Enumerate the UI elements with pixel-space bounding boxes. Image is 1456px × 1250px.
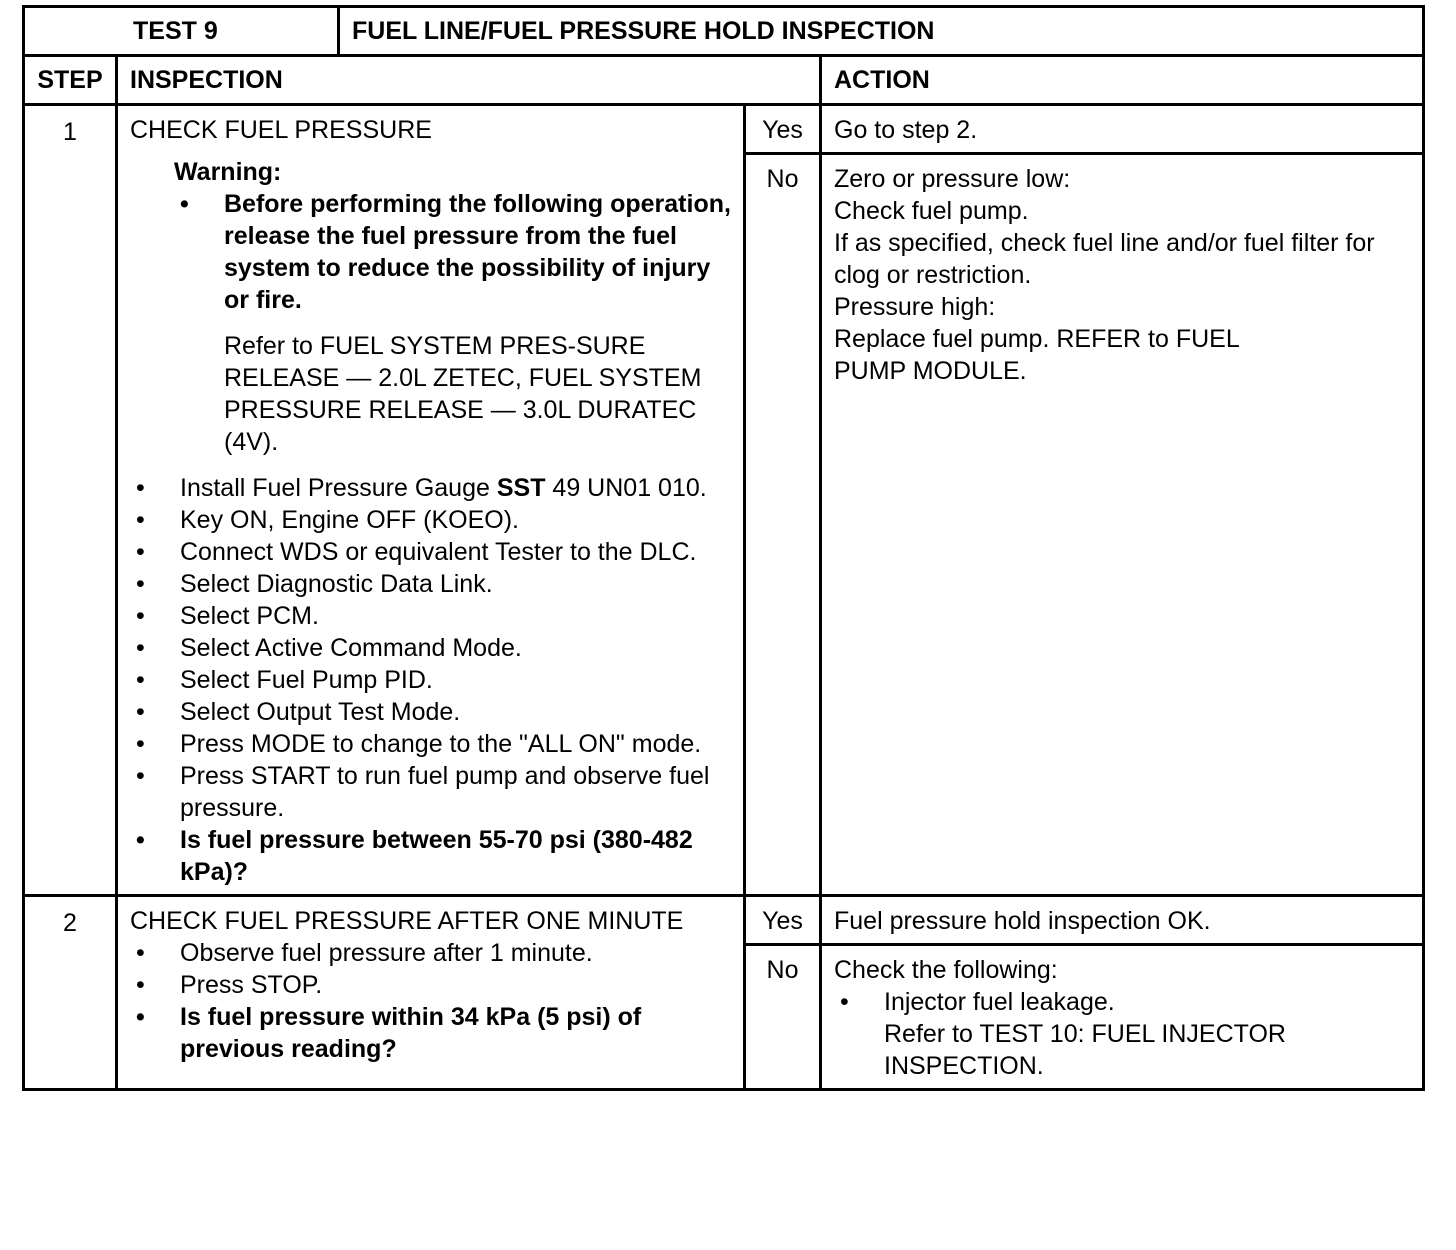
- step1-inspection: [117, 105, 745, 896]
- step-header: STEP: [24, 56, 117, 105]
- warning-text: • Before performing the following operation, release the fuel pressure from the fuel system to reduce the possibility of injury or fire.: [174, 188, 735, 316]
- step2-yes-action: Fuel pressure hold inspection OK.: [821, 896, 1424, 945]
- list-item: • Press MODE to change to the "ALL ON" mode.: [130, 728, 735, 760]
- step1-item-list: [130, 472, 735, 888]
- test-title: FUEL LINE/FUEL PRESSURE HOLD INSPECTION: [339, 7, 1424, 56]
- step1-no-label: No: [745, 154, 821, 896]
- column-header-row: [24, 56, 1424, 105]
- step1-title: CHECK FUEL PRESSURE: [130, 116, 432, 144]
- test-label: TEST 9: [24, 7, 339, 56]
- step1-yes-row: [24, 105, 1424, 154]
- step2-yes-row: [24, 896, 1424, 945]
- step1-warning: [174, 156, 735, 458]
- no-action-intro: Check the following:: [834, 956, 1058, 984]
- list-item: • Select Fuel Pump PID.: [130, 664, 735, 696]
- list-item: • Connect WDS or equivalent Tester to the DLC.: [130, 536, 735, 568]
- step1-yes-label: Yes: [745, 105, 821, 154]
- list-item: • Select Diagnostic Data Link.: [130, 568, 735, 600]
- warning-reference: Refer to FUEL SYSTEM PRES-SURE RELEASE — 2.0L ZETEC, FUEL SYSTEM PRESSURE RELEASE — 3.0L DURATEC (4V).: [224, 332, 702, 456]
- no-action-line: If as specified, check fuel line and/or fuel filter for clog or restriction.: [834, 229, 1375, 289]
- no-action-line: Replace fuel pump. REFER to FUEL PUMP MODULE.: [834, 325, 1239, 385]
- step2-yes-label: Yes: [745, 896, 821, 945]
- step1-number: 1: [24, 105, 117, 896]
- list-item: • Key ON, Engine OFF (KOEO).: [130, 504, 735, 536]
- inspection-header: INSPECTION: [117, 56, 821, 105]
- no-action-line: Check fuel pump.: [834, 197, 1029, 225]
- list-item: • Observe fuel pressure after 1 minute.: [130, 937, 735, 969]
- no-action-line: Zero or pressure low:: [834, 165, 1071, 193]
- step2-title: CHECK FUEL PRESSURE AFTER ONE MINUTE: [130, 907, 684, 935]
- list-item: • Press STOP.: [130, 969, 735, 1001]
- title-row: [24, 7, 1424, 56]
- list-item: • Install Fuel Pressure Gauge SST 49 UN01 010.: [130, 472, 735, 504]
- step2-inspection: [117, 896, 745, 1090]
- inspection-table: [22, 5, 1425, 1091]
- list-item: • Is fuel pressure within 34 kPa (5 psi) of previous reading?: [130, 1001, 735, 1065]
- no-action-line: Pressure high:: [834, 293, 996, 321]
- list-item: • Select Active Command Mode.: [130, 632, 735, 664]
- step1-no-action: [821, 154, 1424, 896]
- action-header: ACTION: [821, 56, 1424, 105]
- list-item: • Select Output Test Mode.: [130, 696, 735, 728]
- list-item: • Press START to run fuel pump and observe fuel pressure.: [130, 760, 735, 824]
- step2-no-label: No: [745, 945, 821, 1090]
- step2-number: 2: [24, 896, 117, 1090]
- list-item: • Select PCM.: [130, 600, 735, 632]
- step2-no-action: [821, 945, 1424, 1090]
- warning-label: Warning:: [174, 158, 282, 186]
- list-item: • Is fuel pressure between 55-70 psi (380-482 kPa)?: [130, 824, 735, 888]
- step1-yes-action: Go to step 2.: [821, 105, 1424, 154]
- list-item: • Injector fuel leakage. Refer to TEST 10: FUEL INJECTOR INSPECTION.: [834, 986, 1414, 1082]
- step2-item-list: [130, 937, 735, 1065]
- inspection-document: [22, 5, 1422, 1091]
